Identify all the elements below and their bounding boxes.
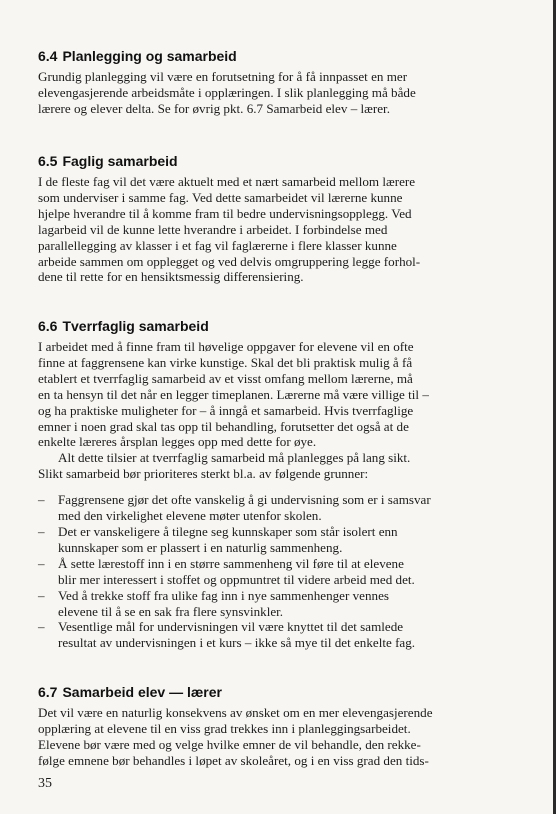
text-line: lagarbeid vil de kunne lette hverandre i arbeidet. I forbindelse med <box>38 221 388 237</box>
bullet-list <box>38 492 448 651</box>
text-line: parallellegging av klasser i et fag vil faglærerne i flere klasser kunne <box>38 237 397 253</box>
section-body <box>38 339 448 450</box>
section-6-6 <box>38 318 448 651</box>
section-heading <box>38 318 448 335</box>
section-title: Tverrfaglig samarbeid <box>62 318 209 334</box>
section-heading <box>38 153 450 170</box>
section-number: 6.6 <box>38 318 58 334</box>
text-line: elevene til å se en sak fra flere synsvinkler. <box>58 603 284 619</box>
list-item <box>38 619 448 651</box>
text-line: Å sette lærestoff inn i en større sammenheng vil føre til at elevene <box>58 555 404 571</box>
text-line: I de fleste fag vil det være aktuelt med et nært samarbeid mellom lærere <box>38 174 416 189</box>
section-number: 6.4 <box>38 48 58 64</box>
text-line: Det er vanskeligere å tilegne seg kunnskaper som står isolert enn <box>58 523 398 539</box>
dash-marker: – <box>38 587 45 603</box>
text-line: Vesentlige mål for undervisningen vil være knyttet til det samlede <box>58 619 404 635</box>
section-6-4 <box>38 48 450 117</box>
text-line: emner i noen grad skal tas opp til behandling, forutsetter det også at de <box>38 418 409 434</box>
section-heading <box>38 48 450 65</box>
section-6-7 <box>38 684 454 769</box>
text-line: Ved å trekke stoff fra ulike fag inn i nye sammenhenger vennes <box>58 587 389 603</box>
text-line: Det vil være en naturlig konsekvens av ønsket om en mer elevengasjerende <box>38 705 433 720</box>
section-number: 6.7 <box>38 684 58 700</box>
text-line: med den virkelighet elevene møter utenfor skolen. <box>58 508 322 524</box>
text-line: hjelpe hverandre til å komme fram til bedre undervisningsopplegg. Ved <box>38 205 412 221</box>
text-line: finne at faggrensene kan virke kunstige. Skal det bli praktisk mulig å få <box>38 354 413 370</box>
text-line: som underviser i samme fag. Ved dette samarbeidet vil lærerne kunne <box>38 189 403 205</box>
list-item <box>38 524 448 556</box>
text-line: enkelte læreres årsplan legges opp med dette for øye. <box>38 434 317 450</box>
text-line: og ha praktiske muligheter for – å inngå et samarbeid. Hvis tverrfaglige <box>38 402 414 418</box>
text-line: blir mer interessert i stoffet og oppmuntret til videre arbeid med det. <box>58 571 415 587</box>
section-6-5 <box>38 153 450 285</box>
list-item <box>38 492 448 524</box>
text-line: Alt dette tilsier at tverrfaglig samarbeid må planlegges på lang sikt. <box>58 450 411 466</box>
section-title: Samarbeid elev — lærer <box>62 684 222 700</box>
text-line: etablert et tverrfaglig samarbeid av et visst omfang mellom lærerne, må <box>38 370 413 386</box>
list-item <box>38 556 448 588</box>
section-body-paragraph-2 <box>38 450 448 482</box>
dash-marker: – <box>38 492 45 508</box>
section-title: Planlegging og samarbeid <box>62 48 237 64</box>
text-line: resultat av undervisningen i et kurs – ikke så mye til det enkelte fag. <box>58 635 416 651</box>
section-body <box>38 174 450 285</box>
dash-marker: – <box>38 619 45 635</box>
text-line: følge emnene bør behandles i løpet av skoleåret, og i en viss grad den tids- <box>38 752 429 768</box>
text-line: en ta hensyn til det når en legger timeplanen. Lærerne må være villige til – <box>38 386 429 402</box>
text-line: opplæring at elevene til en viss grad trekkes inn i planleggingsarbeidet. <box>38 720 411 736</box>
dash-marker: – <box>38 555 45 571</box>
section-title: Faglig samarbeid <box>62 153 178 169</box>
section-body <box>38 69 450 117</box>
text-line: Grundig planlegging vil være en forutsetning for å få innpasset en mer <box>38 69 408 84</box>
section-heading <box>38 684 454 701</box>
dash-marker: – <box>38 523 45 539</box>
text-line: elevengasjerende arbeidsmåte i opplæringen. I slik planlegging må både <box>38 84 416 100</box>
text-line: I arbeidet med å finne fram til høvelige oppgaver for elevene vil en ofte <box>38 339 414 354</box>
text-line: kunnskaper som er plassert i en naturlig sammenheng. <box>58 539 343 555</box>
text-line: arbeide sammen om opplegget og ved delvis omgruppering legge forhol- <box>38 253 421 269</box>
text-line: Slikt samarbeid bør prioriteres sterkt bl.a. av følgende grunner: <box>38 466 369 482</box>
list-item <box>38 588 448 620</box>
text-line: Elevene bør være med og velge hvilke emner de vil behandle, den rekke- <box>38 736 421 752</box>
text-line: dene til rette for en hensiktsmessig differensiering. <box>38 269 304 285</box>
text-line: Faggrensene gjør det ofte vanskelig å gi undervisning som er i samsvar <box>58 492 431 508</box>
section-body <box>38 705 454 769</box>
section-number: 6.5 <box>38 153 58 169</box>
text-line: lærere og elever delta. Se for øvrig pkt. 6.7 Samarbeid elev – lærer. <box>38 100 390 116</box>
page-number: 35 <box>38 776 52 791</box>
